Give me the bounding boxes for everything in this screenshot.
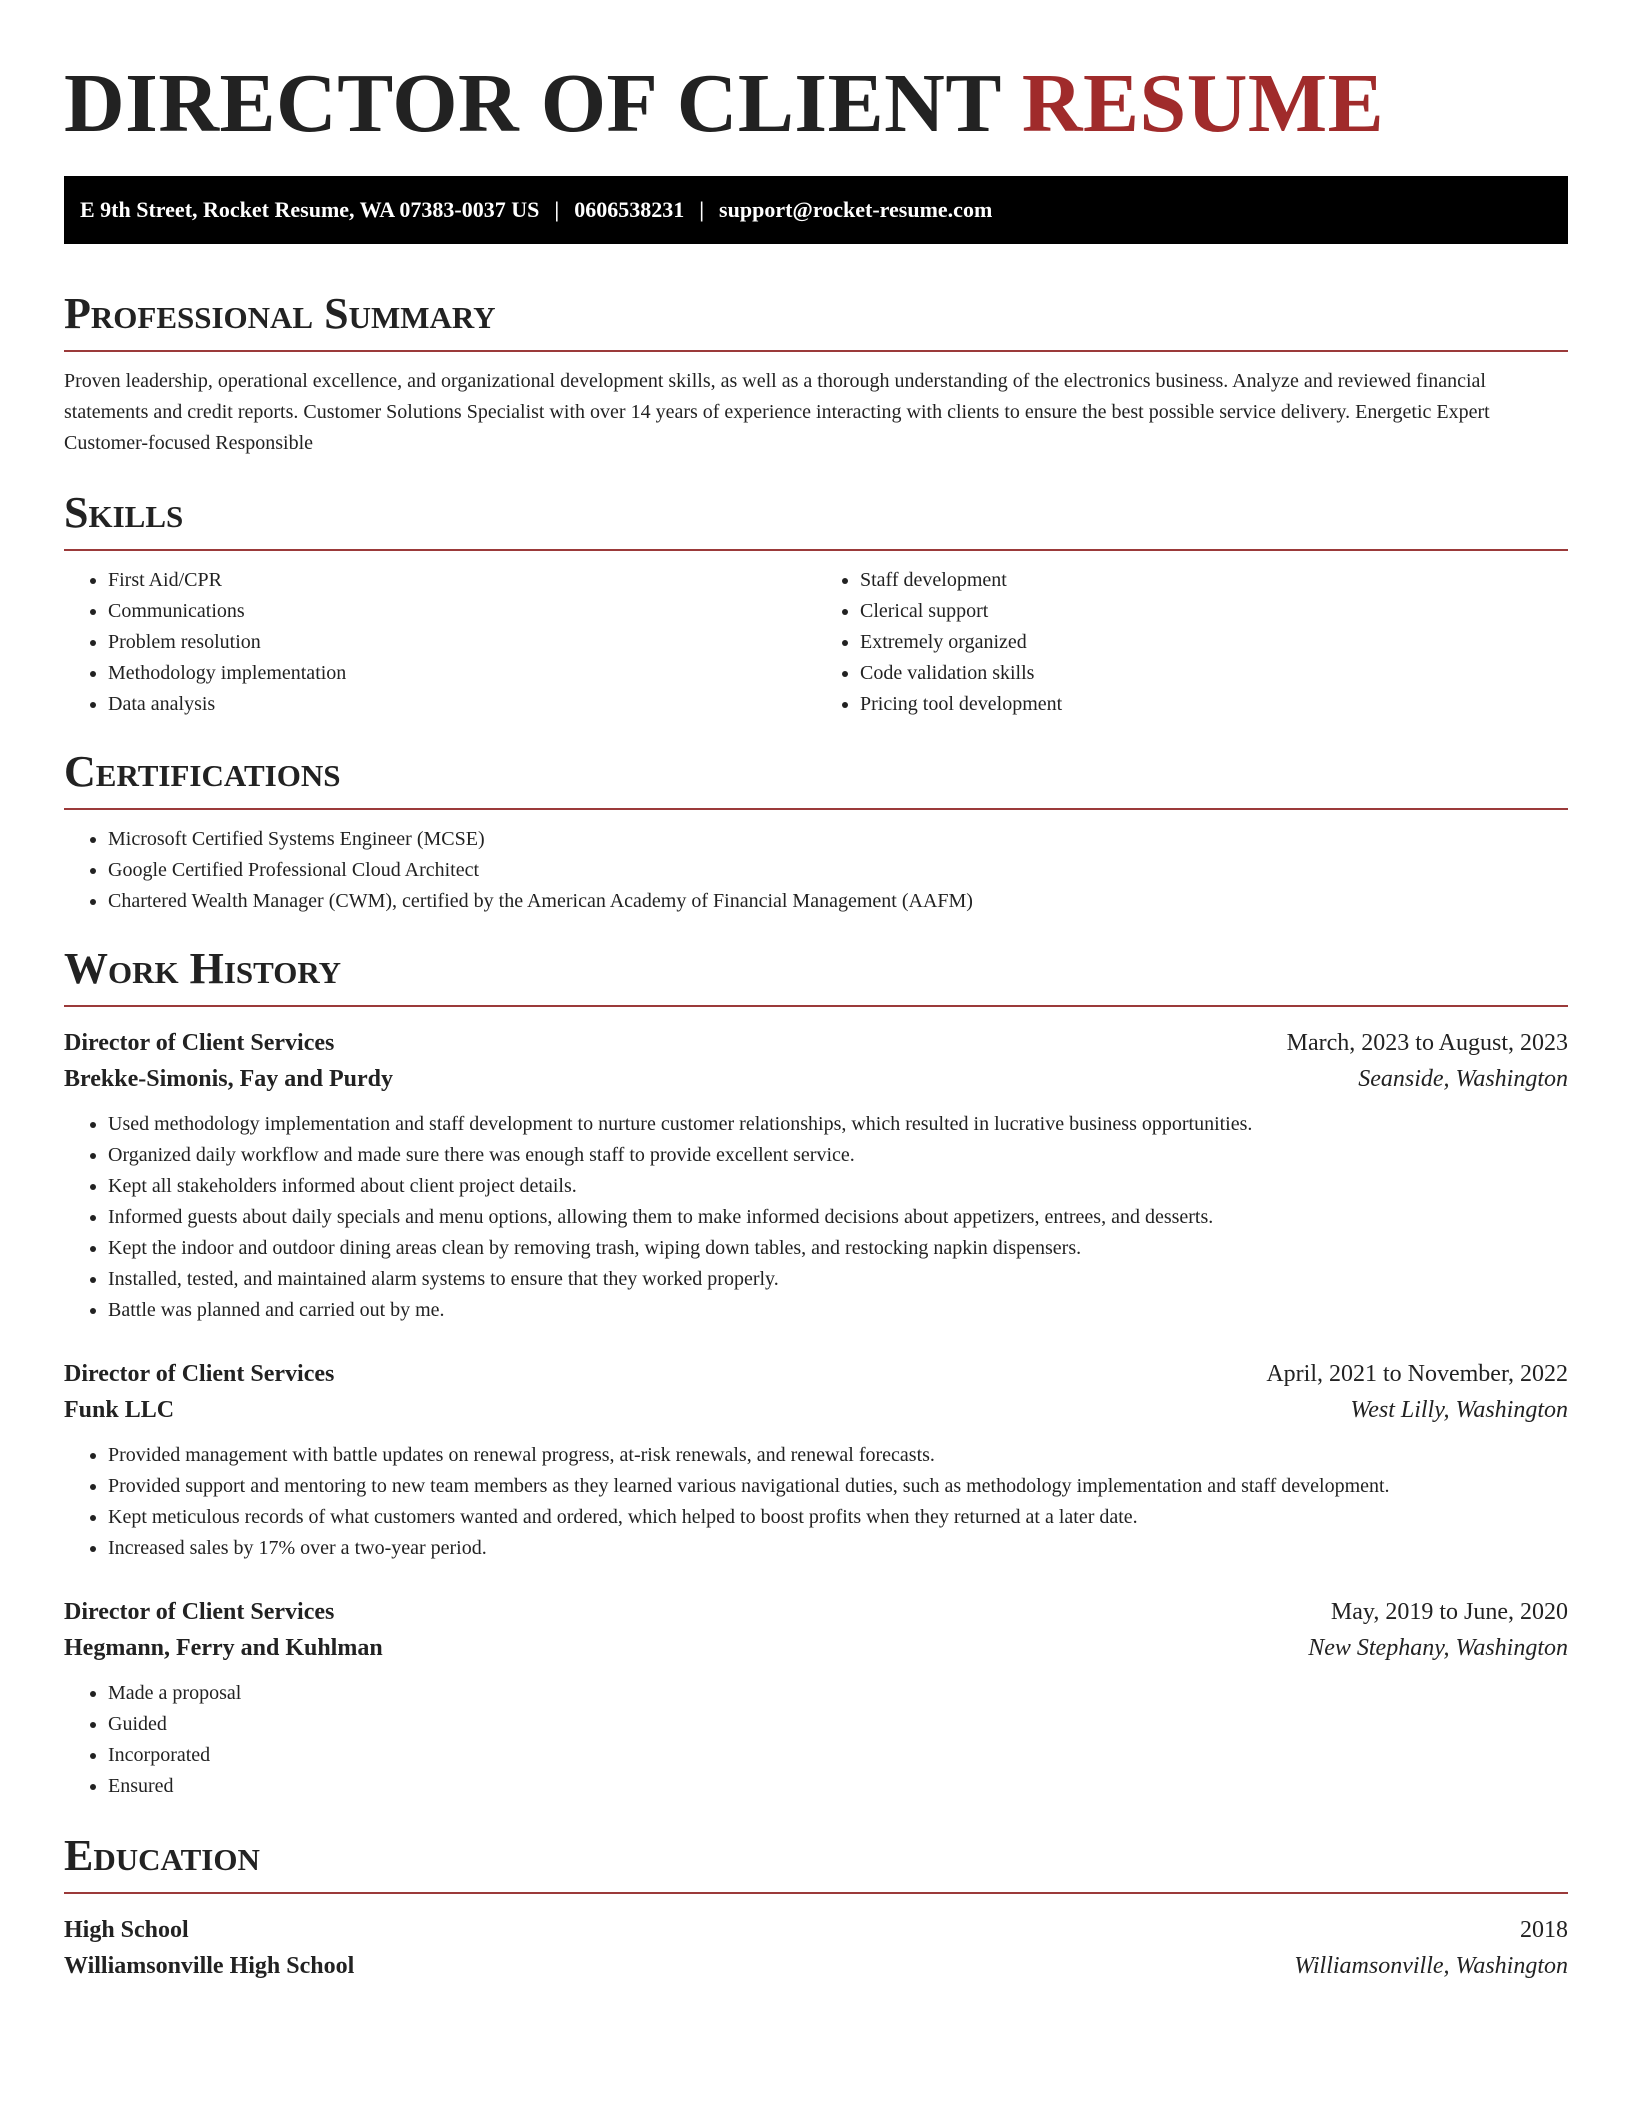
skill-item: • Code validation skills: [860, 658, 1568, 689]
certifications-heading: Certifications: [64, 746, 1568, 810]
job-company-row: [64, 1630, 1568, 1666]
skills-column-left: [64, 565, 816, 720]
title-accent: RESUME: [1021, 57, 1385, 150]
job-dates: March, 2023 to August, 2023: [1286, 1030, 1568, 1056]
job-duty: • Organized daily workflow and made sure there was enough staff to provide excellent service.: [108, 1140, 1568, 1171]
job-duty: • Kept all stakeholders informed about client project details.: [108, 1171, 1568, 1202]
job-company-row: [64, 1392, 1568, 1428]
skill-item: • Extremely organized: [860, 627, 1568, 658]
contact-separator: |: [699, 197, 705, 222]
certification-item: • Microsoft Certified Systems Engineer (MCSE): [108, 824, 1568, 855]
job-entry: [64, 1594, 1568, 1802]
job-dates: April, 2021 to November, 2022: [1266, 1361, 1568, 1387]
job-title: Director of Client Services: [64, 1030, 335, 1056]
education-heading: Education: [64, 1830, 1568, 1894]
job-duty: • Provided management with battle updates on renewal progress, at-risk renewals, and renewal forecasts.: [108, 1440, 1568, 1471]
job-title: Director of Client Services: [64, 1361, 335, 1387]
work-history-heading: Work History: [64, 943, 1568, 1007]
certification-item: • Google Certified Professional Cloud Architect: [108, 855, 1568, 886]
summary-text: Proven leadership, operational excellence, and organizational development skills, as well as a thorough understanding of the electronics business. Analyze and reviewed financial statements and credit reports. Customer Solutions Specialist with over 14 years of experience interacting with clients to ensure the best possible service delivery. Energetic Expert Customer-focused Responsible: [64, 370, 1490, 454]
skills-list-left: [64, 565, 816, 720]
job-duties-list: [64, 1109, 1568, 1326]
job-duty: • Installed, tested, and maintained alarm systems to ensure that they worked properly.: [108, 1264, 1568, 1295]
skill-item: • Problem resolution: [108, 627, 816, 658]
job-company: Brekke-Simonis, Fay and Purdy: [64, 1066, 393, 1092]
job-location: West Lilly, Washington: [1350, 1397, 1568, 1423]
job-duty: • Guided: [108, 1709, 1568, 1740]
job-duty: • Provided support and mentoring to new team members as they learned various navigational duties, such as methodology implementation and staff development.: [108, 1471, 1568, 1502]
skill-item: • Methodology implementation: [108, 658, 816, 689]
certifications-list: [64, 824, 1568, 917]
job-duties-list: [64, 1678, 1568, 1802]
job-header-row: [64, 1025, 1568, 1061]
job-dates: May, 2019 to June, 2020: [1330, 1599, 1568, 1625]
job-duty: • Incorporated: [108, 1740, 1568, 1771]
skill-item: • Data analysis: [108, 689, 816, 720]
education-header-row: [64, 1912, 1568, 1948]
certification-item: • Chartered Wealth Manager (CWM), certified by the American Academy of Financial Management (AAFM): [108, 886, 1568, 917]
resume-title: [64, 56, 1568, 152]
job-entry: [64, 1025, 1568, 1326]
education-school-row: [64, 1948, 1568, 1984]
skill-item: • First Aid/CPR: [108, 565, 816, 596]
skills-grid: [64, 565, 1568, 720]
job-duty: • Increased sales by 17% over a two-year period.: [108, 1533, 1568, 1564]
contact-bar: [64, 176, 1568, 244]
contact-address: E 9th Street, Rocket Resume, WA 07383-0037 US: [80, 197, 540, 222]
contact-separator: |: [554, 197, 560, 222]
contact-phone: 0606538231: [574, 197, 685, 222]
job-duty: • Kept the indoor and outdoor dining areas clean by removing trash, wiping down tables, and restocking napkin dispensers.: [108, 1233, 1568, 1264]
job-entry: [64, 1356, 1568, 1564]
job-duty: • Battle was planned and carried out by me.: [108, 1295, 1568, 1326]
skill-item: • Pricing tool development: [860, 689, 1568, 720]
job-location: Seanside, Washington: [1358, 1066, 1568, 1092]
skills-heading: Skills: [64, 487, 1568, 551]
job-company: Funk LLC: [64, 1397, 175, 1423]
job-header-row: [64, 1594, 1568, 1630]
education-location: Williamsonville, Washington: [1294, 1953, 1568, 1979]
job-duty: • Informed guests about daily specials and menu options, allowing them to make informed decisions about appetizers, entrees, and desserts.: [108, 1202, 1568, 1233]
education-degree: High School: [64, 1917, 189, 1943]
job-location: New Stephany, Washington: [1308, 1635, 1568, 1661]
summary-heading: Professional Summary: [64, 288, 1568, 352]
contact-email: support@rocket-resume.com: [719, 197, 993, 222]
skills-list-right: [816, 565, 1568, 720]
job-duty: • Made a proposal: [108, 1678, 1568, 1709]
job-duty: • Ensured: [108, 1771, 1568, 1802]
job-duty: • Kept meticulous records of what customers wanted and ordered, which helped to boost profits when they returned at a later date.: [108, 1502, 1568, 1533]
job-duty: • Used methodology implementation and staff development to nurture customer relationships, which resulted in lucrative business opportunities.: [108, 1109, 1568, 1140]
skill-item: • Staff development: [860, 565, 1568, 596]
skills-column-right: [816, 565, 1568, 720]
job-company: Hegmann, Ferry and Kuhlman: [64, 1635, 383, 1661]
title-main: DIRECTOR OF CLIENT: [64, 57, 1001, 150]
education-school: Williamsonville High School: [64, 1953, 355, 1979]
job-title: Director of Client Services: [64, 1599, 335, 1625]
skill-item: • Communications: [108, 596, 816, 627]
education-year: 2018: [1520, 1917, 1568, 1943]
job-company-row: [64, 1061, 1568, 1097]
job-duties-list: [64, 1440, 1568, 1564]
education-entry: [64, 1912, 1568, 1984]
job-header-row: [64, 1356, 1568, 1392]
skill-item: • Clerical support: [860, 596, 1568, 627]
